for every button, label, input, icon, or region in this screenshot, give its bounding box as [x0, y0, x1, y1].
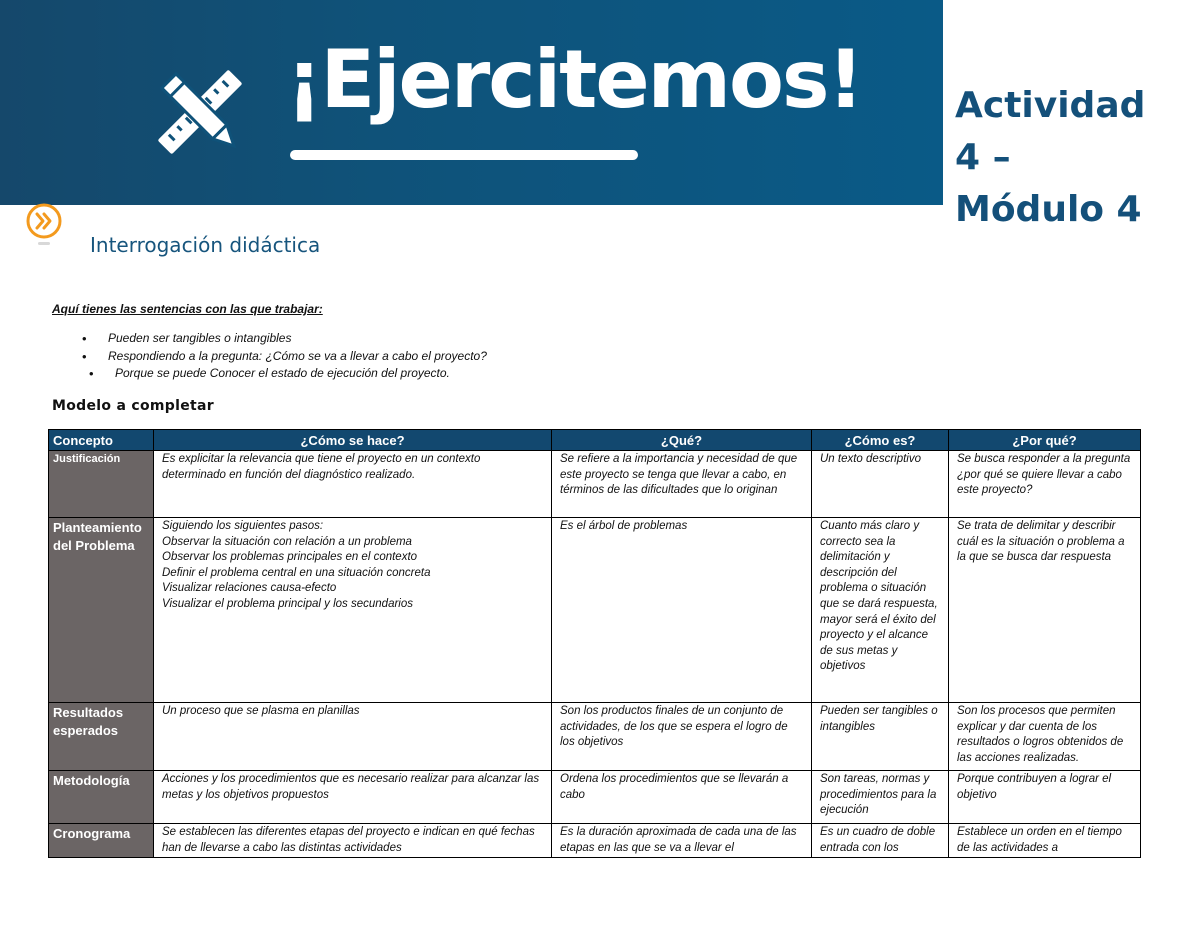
- what-cell: Ordena los procedimientos que se llevarán a cabo: [552, 771, 812, 824]
- section-title: Interrogación didáctica: [90, 233, 321, 257]
- table-row: [49, 451, 1141, 518]
- concept-cell: Planteamiento del Problema: [49, 518, 154, 703]
- how-line: Siguiendo los siguientes pasos:: [162, 520, 324, 532]
- how-cell: Acciones y los procedimientos que es necesario realizar para alcanzar las metas y los objetivos propuestos: [154, 771, 552, 824]
- banner-underline: [290, 150, 638, 160]
- concept-cell: Resultados esperados: [49, 703, 154, 771]
- banner-title: ¡Ejercitemos!: [286, 33, 863, 126]
- how-line: Observar la situación con relación a un problema: [162, 535, 412, 548]
- column-header: Concepto: [49, 430, 154, 451]
- concept-cell: Metodología: [49, 771, 154, 824]
- model-title: Modelo a completar: [52, 398, 214, 414]
- how-line: Definir el problema central en una situación concreta: [162, 566, 431, 579]
- is-cell: Cuanto más claro y correcto sea la delimitación y descripción del problema o situación que se dará respuesta, mayor será el éxito del proyecto y el alcance de sus metas y objetivos: [812, 518, 949, 703]
- column-header: ¿Por qué?: [949, 430, 1141, 451]
- intro-text: Aquí tienes las sentencias con las que trabajar:: [52, 302, 323, 316]
- how-cell: Se establecen las diferentes etapas del proyecto e indican en qué fechas han de llevarse a cabo las distintas actividades: [154, 824, 552, 858]
- what-cell: Se refiere a la importancia y necesidad de que este proyecto se tenga que llevar a cabo, en términos de las dificultades que lo originan: [552, 451, 812, 518]
- table-header-row: [49, 430, 1141, 451]
- table-row: [49, 518, 1141, 703]
- column-header: ¿Qué?: [552, 430, 812, 451]
- activity-line: Módulo 4: [955, 189, 1142, 230]
- concept-cell: Justificación: [49, 451, 154, 518]
- why-cell: Se trata de delimitar y describir cuál es la situación o problema a la que se busca dar respuesta: [949, 518, 1141, 703]
- column-header: ¿Cómo se hace?: [154, 430, 552, 451]
- chevrons-right-icon: [24, 202, 64, 248]
- is-cell: Son tareas, normas y procedimientos para la ejecución: [812, 771, 949, 824]
- how-cell: [154, 518, 552, 703]
- what-cell: Son los productos finales de un conjunto de actividades, de los que se espera el logro de los objetivos: [552, 703, 812, 771]
- table-row: [49, 824, 1141, 858]
- list-item: • Respondiendo a la pregunta: ¿Cómo se va a llevar a cabo el proyecto?: [82, 348, 487, 364]
- why-cell: Son los procesos que permiten explicar y dar cuenta de los resultados o logros obtenidos de las acciones realizadas.: [949, 703, 1141, 771]
- column-header: ¿Cómo es?: [812, 430, 949, 451]
- how-line: Observar los problemas principales en el contexto: [162, 551, 418, 564]
- how-line: Visualizar el problema principal y los secundarios: [162, 597, 413, 610]
- table-row: [49, 703, 1141, 771]
- list-item: • Porque se puede Conocer el estado de ejecución del proyecto.: [89, 366, 450, 381]
- list-item-text: Pueden ser tangibles o intangibles: [108, 331, 292, 345]
- header-banner: [0, 0, 943, 205]
- table-row: [49, 771, 1141, 824]
- why-cell: Establece un orden en el tiempo de las actividades a: [949, 824, 1141, 858]
- concept-cell: Cronograma: [49, 824, 154, 858]
- is-cell: Un texto descriptivo: [812, 451, 949, 518]
- activity-line: Actividad: [955, 85, 1146, 126]
- is-cell: Pueden ser tangibles o intangibles: [812, 703, 949, 771]
- ruler-pencil-icon: [150, 62, 250, 162]
- what-cell: Es la duración aproximada de cada una de las etapas en las que se va a llevar el: [552, 824, 812, 858]
- how-cell: Es explicitar la relevancia que tiene el proyecto en un contexto determinado en función del diagnóstico realizado.: [154, 451, 552, 518]
- how-cell: Un proceso que se plasma en planillas: [154, 703, 552, 771]
- sentence-list: [80, 330, 487, 383]
- why-cell: Porque contribuyen a lograr el objetivo: [949, 771, 1141, 824]
- is-cell: Es un cuadro de doble entrada con los: [812, 824, 949, 858]
- activity-line: 4 –: [955, 137, 1011, 178]
- list-item: • Pueden ser tangibles o intangibles: [82, 331, 292, 346]
- activity-title: [955, 80, 1195, 236]
- why-cell: Se busca responder a la pregunta ¿por qué se quiere llevar a cabo este proyecto?: [949, 451, 1141, 518]
- what-cell: Es el árbol de problemas: [552, 518, 812, 703]
- model-table: [48, 429, 1141, 858]
- how-line: Visualizar relaciones causa-efecto: [162, 582, 337, 595]
- list-item-text: Respondiendo a la pregunta: ¿Cómo se va a llevar a cabo el proyecto?: [108, 348, 487, 363]
- list-item-text: Porque se puede Conocer el estado de ejecución del proyecto.: [115, 366, 450, 380]
